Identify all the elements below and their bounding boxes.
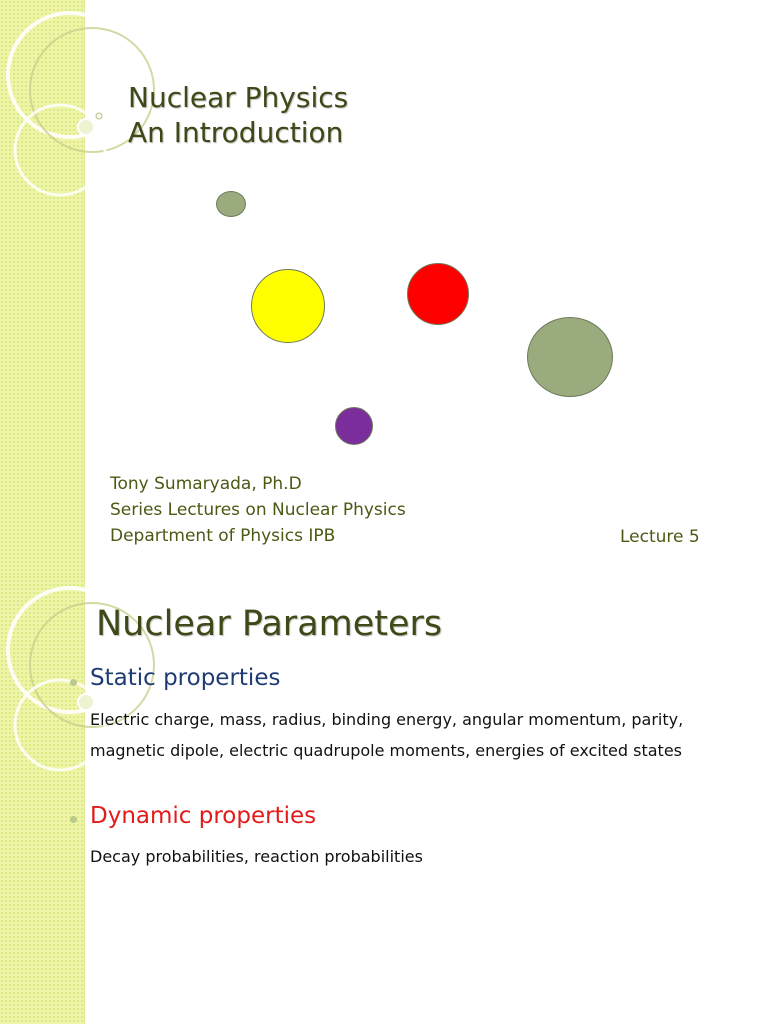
small-gray-circle — [216, 191, 246, 217]
red-circle — [407, 263, 469, 325]
bullet-icon — [70, 816, 77, 823]
purple-circle — [335, 407, 373, 445]
title-line-1: Nuclear Physics — [128, 81, 349, 114]
static-line-2: magnetic dipole, electric quadrupole moments, energies of excited states — [90, 741, 682, 760]
yellow-circle — [251, 269, 325, 343]
large-gray-circle — [527, 317, 613, 397]
static-properties-text — [90, 704, 750, 766]
dynamic-properties-heading: Dynamic properties — [90, 803, 317, 829]
author-block — [110, 471, 406, 549]
slide-title: Nuclear Parameters — [96, 604, 443, 644]
bullet-icon — [70, 679, 77, 686]
static-properties-heading: Static properties — [90, 665, 281, 691]
title-line-2: An Introduction — [128, 116, 344, 149]
series-name: Series Lectures on Nuclear Physics — [110, 500, 406, 520]
presentation-title — [128, 80, 348, 150]
dynamic-properties-text — [90, 841, 750, 872]
department: Department of Physics IPB — [110, 526, 336, 546]
lecture-number: Lecture 5 — [620, 527, 700, 547]
author-name: Tony Sumaryada, Ph.D — [110, 474, 302, 494]
dynamic-line-1: Decay probabilities, reaction probabilities — [90, 847, 423, 866]
static-line-1: Electric charge, mass, radius, binding energy, angular momentum, parity, — [90, 710, 684, 729]
